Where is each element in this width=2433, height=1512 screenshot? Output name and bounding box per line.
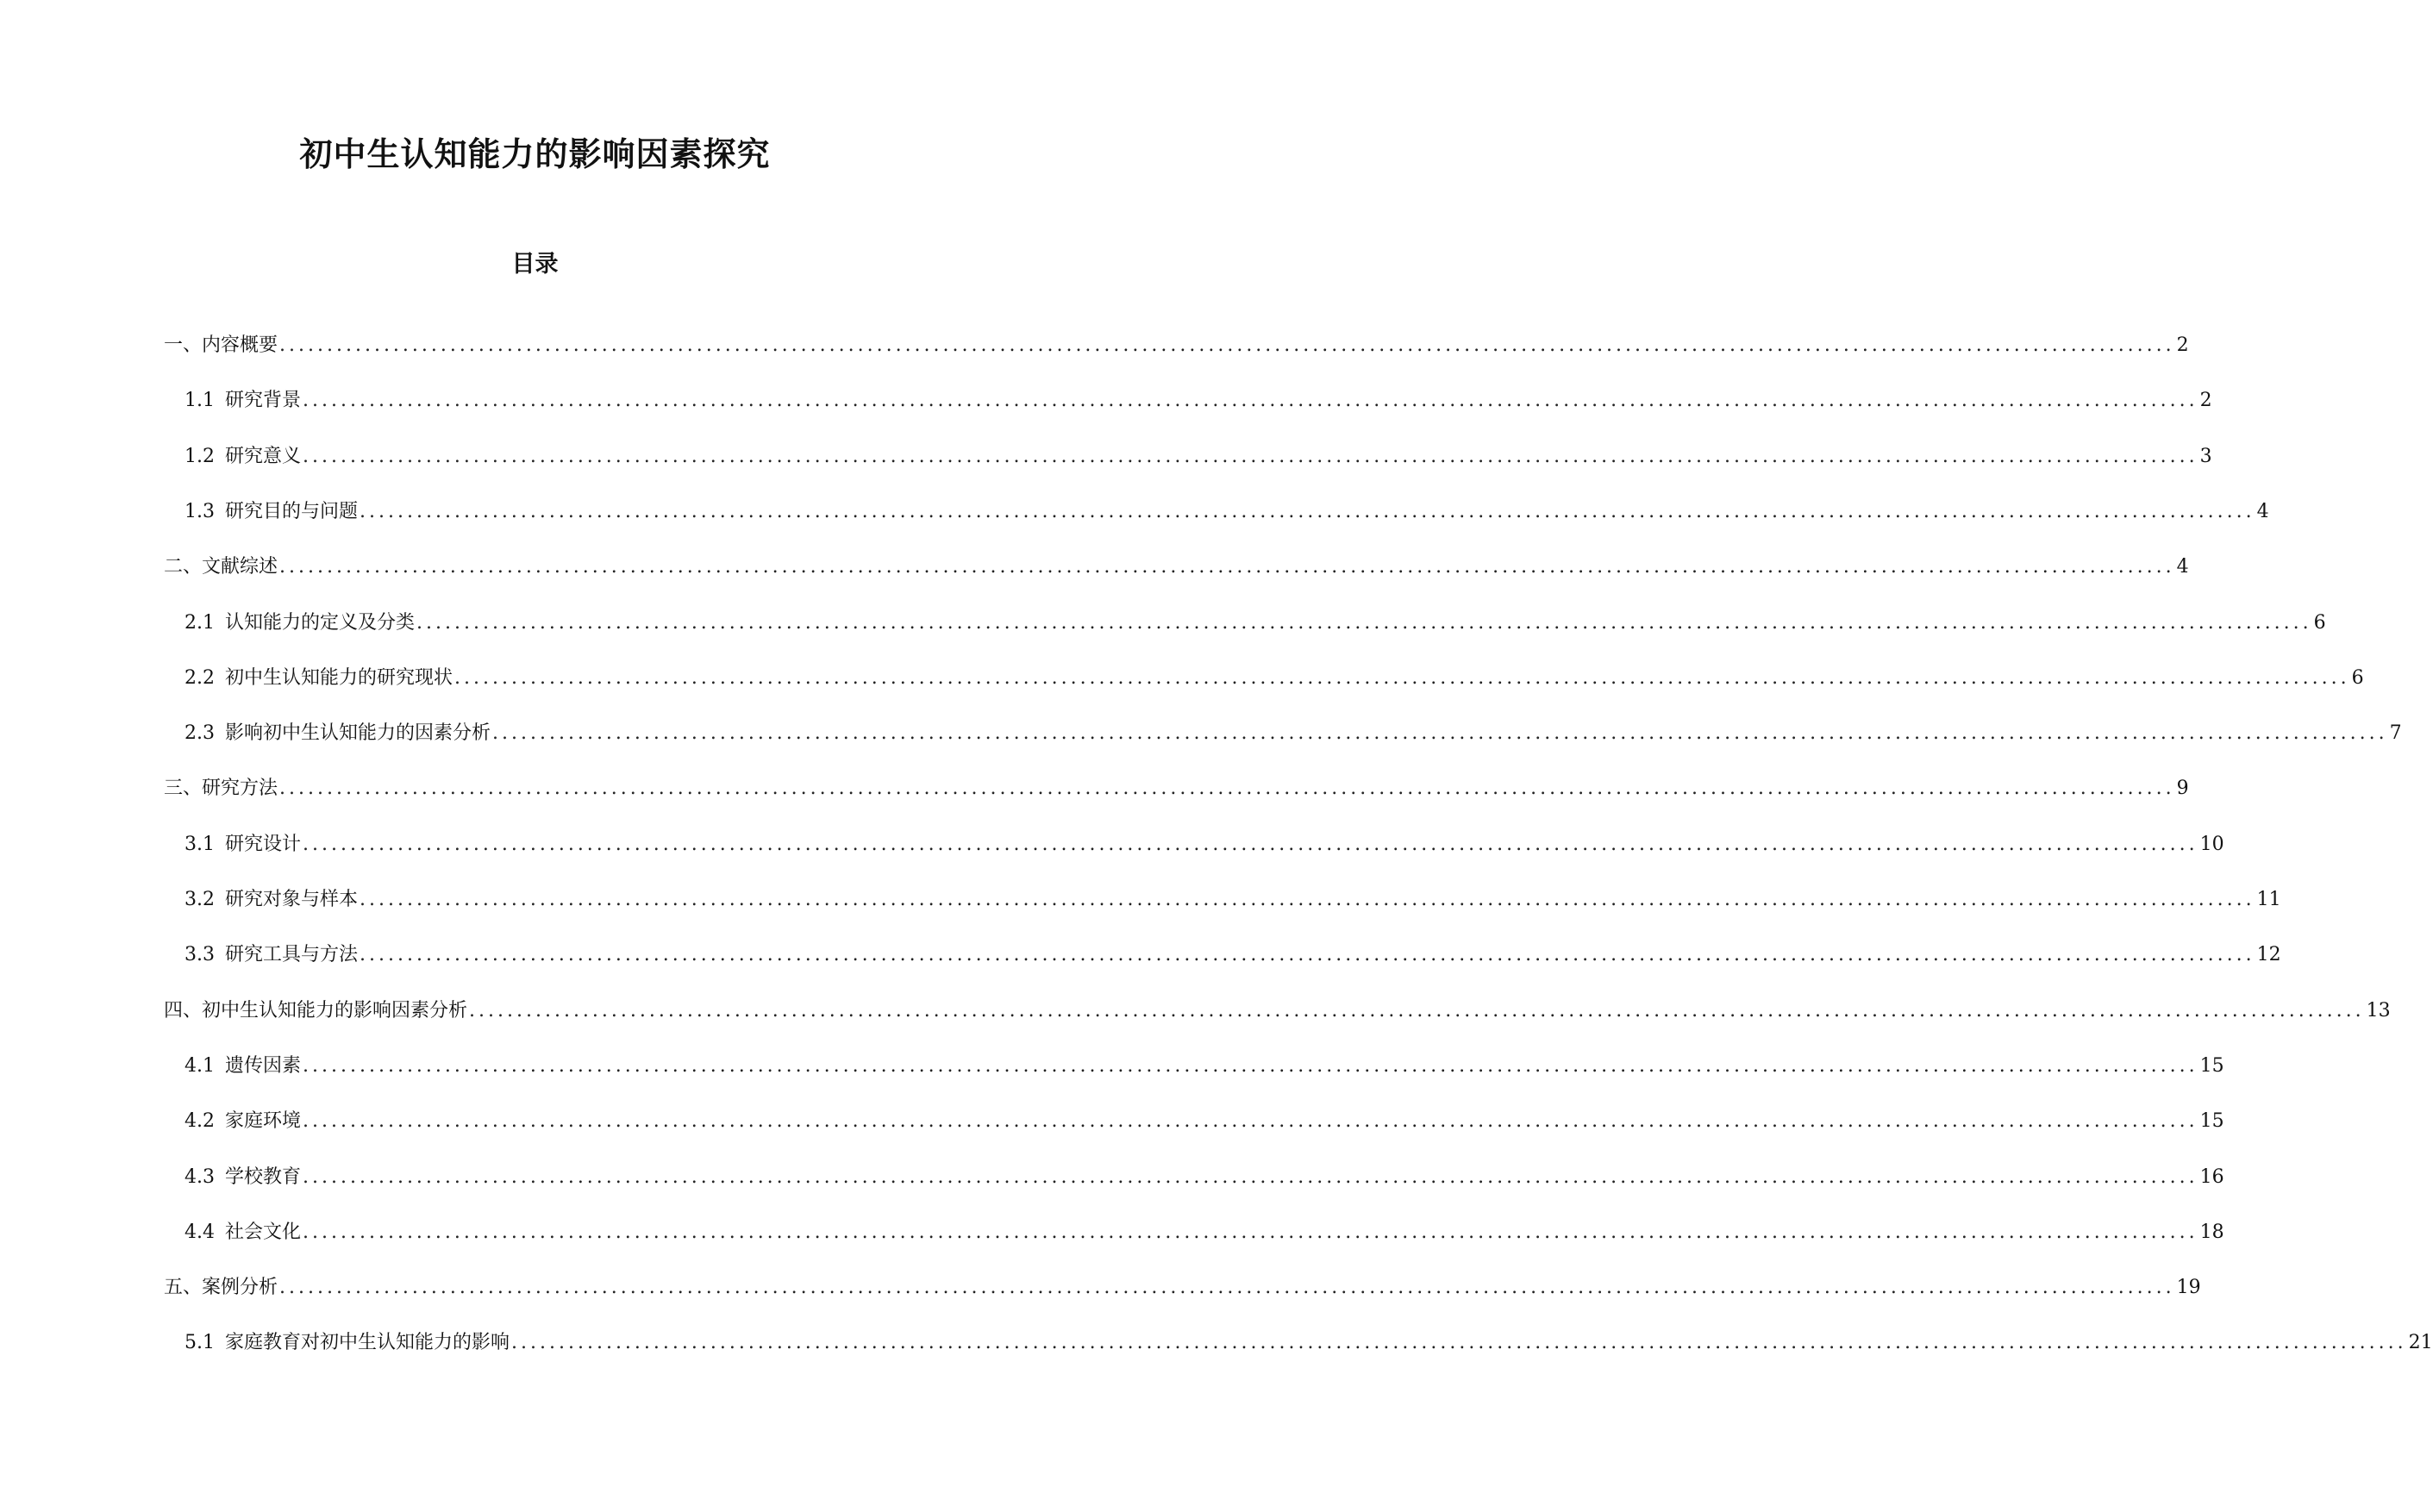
toc-leader-dots: ........................................................................................................................................................................................................ bbox=[303, 1110, 2198, 1133]
toc-entry-title: 研究工具与方法 bbox=[225, 944, 359, 966]
toc-leader-dots: ........................................................................................................................................................................................................ bbox=[360, 500, 2255, 522]
toc-entry-number: 4.1 bbox=[185, 1054, 215, 1077]
toc-entry-page: 11 bbox=[2256, 889, 2281, 910]
toc-leader-dots: ........................................................................................................................................................................................................ bbox=[303, 445, 2198, 467]
toc-entry-title: 研究设计 bbox=[225, 833, 302, 855]
toc-entry-number: 4.3 bbox=[185, 1165, 215, 1188]
toc-entry-page: 4 bbox=[2256, 500, 2269, 522]
toc-entry-page: 7 bbox=[2389, 722, 2402, 745]
toc-entry[interactable] bbox=[185, 885, 2281, 915]
toc-leader-dots: ........................................................................................................................................................................................................ bbox=[279, 778, 2175, 800]
toc-entry-number: 1.1 bbox=[185, 390, 215, 412]
toc-entry[interactable] bbox=[185, 1218, 2224, 1247]
toc-entry-number: 2.3 bbox=[185, 722, 215, 745]
toc-entry[interactable] bbox=[164, 1273, 2201, 1303]
toc-entry-page: 3 bbox=[2199, 445, 2212, 467]
toc-leader-dots: ........................................................................................................................................................................................................ bbox=[492, 722, 2388, 745]
toc-leader-dots: ........................................................................................................................................................................................................ bbox=[279, 1277, 2175, 1299]
toc-entry-number: 4.2 bbox=[185, 1110, 215, 1133]
toc-entry-page: 10 bbox=[2199, 833, 2224, 855]
toc-entry[interactable] bbox=[185, 830, 2224, 859]
toc-leader-dots: ........................................................................................................................................................................................................ bbox=[360, 889, 2255, 910]
toc-entry[interactable] bbox=[185, 609, 2326, 638]
toc-entry-title: 四、初中生认知能力的影响因素分析 bbox=[164, 999, 468, 1022]
toc-entry-page: 6 bbox=[2313, 611, 2326, 634]
toc-entry-title: 家庭环境 bbox=[225, 1110, 302, 1133]
toc-entry-page: 6 bbox=[2351, 666, 2364, 689]
toc-entry-number: 1.3 bbox=[185, 500, 215, 522]
toc-entry-number: 2.1 bbox=[185, 611, 215, 634]
toc-entry-number: 5.1 bbox=[185, 1332, 215, 1354]
toc-heading: 目录 bbox=[511, 251, 559, 278]
toc-entry[interactable] bbox=[164, 997, 2391, 1026]
toc-entry[interactable] bbox=[164, 331, 2189, 360]
toc-entry[interactable] bbox=[185, 719, 2402, 748]
toc-leader-dots: ........................................................................................................................................................................................................ bbox=[511, 1332, 2407, 1354]
toc-entry-page: 2 bbox=[2199, 390, 2212, 412]
toc-entry[interactable] bbox=[185, 497, 2269, 527]
toc-entry[interactable] bbox=[164, 774, 2189, 803]
toc-entry[interactable] bbox=[185, 664, 2364, 693]
toc-entry-page: 9 bbox=[2176, 778, 2189, 800]
toc-entry[interactable] bbox=[185, 1107, 2224, 1136]
toc-entry-page: 4 bbox=[2176, 556, 2189, 578]
toc-entry-number: 3.1 bbox=[185, 833, 215, 855]
toc-leader-dots: ........................................................................................................................................................................................................ bbox=[303, 1054, 2198, 1077]
toc-entry-title: 社会文化 bbox=[225, 1221, 302, 1243]
toc-leader-dots: ........................................................................................................................................................................................................ bbox=[469, 999, 2365, 1022]
toc-entry[interactable] bbox=[185, 1328, 2433, 1358]
toc-leader-dots: ........................................................................................................................................................................................................ bbox=[416, 611, 2312, 634]
toc-leader-dots: ........................................................................................................................................................................................................ bbox=[303, 390, 2198, 412]
toc-entry-page: 13 bbox=[2366, 999, 2391, 1022]
toc-leader-dots: ........................................................................................................................................................................................................ bbox=[303, 1221, 2198, 1243]
toc-entry-title: 研究意义 bbox=[225, 445, 302, 467]
toc-entry[interactable] bbox=[185, 940, 2281, 970]
toc-entry-title: 二、文献综述 bbox=[164, 556, 278, 578]
toc-entry-number: 1.2 bbox=[185, 445, 215, 467]
toc-entry[interactable] bbox=[185, 1163, 2224, 1192]
toc-entry-page: 12 bbox=[2256, 944, 2281, 966]
toc-entry[interactable] bbox=[185, 442, 2212, 472]
toc-entry-page: 19 bbox=[2176, 1277, 2201, 1299]
toc-leader-dots: ........................................................................................................................................................................................................ bbox=[454, 666, 2350, 689]
toc-entry-title: 学校教育 bbox=[225, 1165, 302, 1188]
toc-entry-number: 3.2 bbox=[185, 889, 215, 910]
toc-entry-number: 4.4 bbox=[185, 1221, 215, 1243]
toc-entry-title: 三、研究方法 bbox=[164, 778, 278, 800]
toc-entry-title: 研究对象与样本 bbox=[225, 889, 359, 910]
toc-entry[interactable] bbox=[164, 553, 2189, 582]
toc-entry-title: 五、案例分析 bbox=[164, 1277, 278, 1299]
toc-entry-title: 研究目的与问题 bbox=[225, 500, 359, 522]
toc-entry-number: 3.3 bbox=[185, 944, 215, 966]
toc-entry-page: 2 bbox=[2176, 334, 2189, 356]
toc-entry-title: 一、内容概要 bbox=[164, 334, 278, 356]
toc-entry-page: 18 bbox=[2199, 1221, 2224, 1243]
toc-entry-number: 2.2 bbox=[185, 666, 215, 689]
toc-leader-dots: ........................................................................................................................................................................................................ bbox=[303, 1165, 2198, 1188]
document-title: 初中生认知能力的影响因素探究 bbox=[299, 134, 771, 173]
toc-entry-title: 研究背景 bbox=[225, 390, 302, 412]
toc-leader-dots: ........................................................................................................................................................................................................ bbox=[279, 556, 2175, 578]
toc-entry-page: 15 bbox=[2199, 1054, 2224, 1077]
toc-entry-title: 家庭教育对初中生认知能力的影响 bbox=[225, 1332, 510, 1354]
toc-entry[interactable] bbox=[185, 386, 2212, 415]
toc-entry-title: 遗传因素 bbox=[225, 1054, 302, 1077]
toc-entry-page: 16 bbox=[2199, 1165, 2224, 1188]
toc-leader-dots: ........................................................................................................................................................................................................ bbox=[360, 944, 2255, 966]
toc-entry-title: 影响初中生认知能力的因素分析 bbox=[225, 722, 491, 745]
toc-leader-dots: ........................................................................................................................................................................................................ bbox=[279, 334, 2175, 356]
toc-entry-title: 初中生认知能力的研究现状 bbox=[225, 666, 453, 689]
toc-entry-title: 认知能力的定义及分类 bbox=[225, 611, 416, 634]
toc-entry-page: 15 bbox=[2199, 1110, 2224, 1133]
toc-entry-page: 21 bbox=[2408, 1332, 2433, 1354]
toc-entry[interactable] bbox=[185, 1052, 2224, 1081]
toc-leader-dots: ........................................................................................................................................................................................................ bbox=[303, 833, 2198, 855]
